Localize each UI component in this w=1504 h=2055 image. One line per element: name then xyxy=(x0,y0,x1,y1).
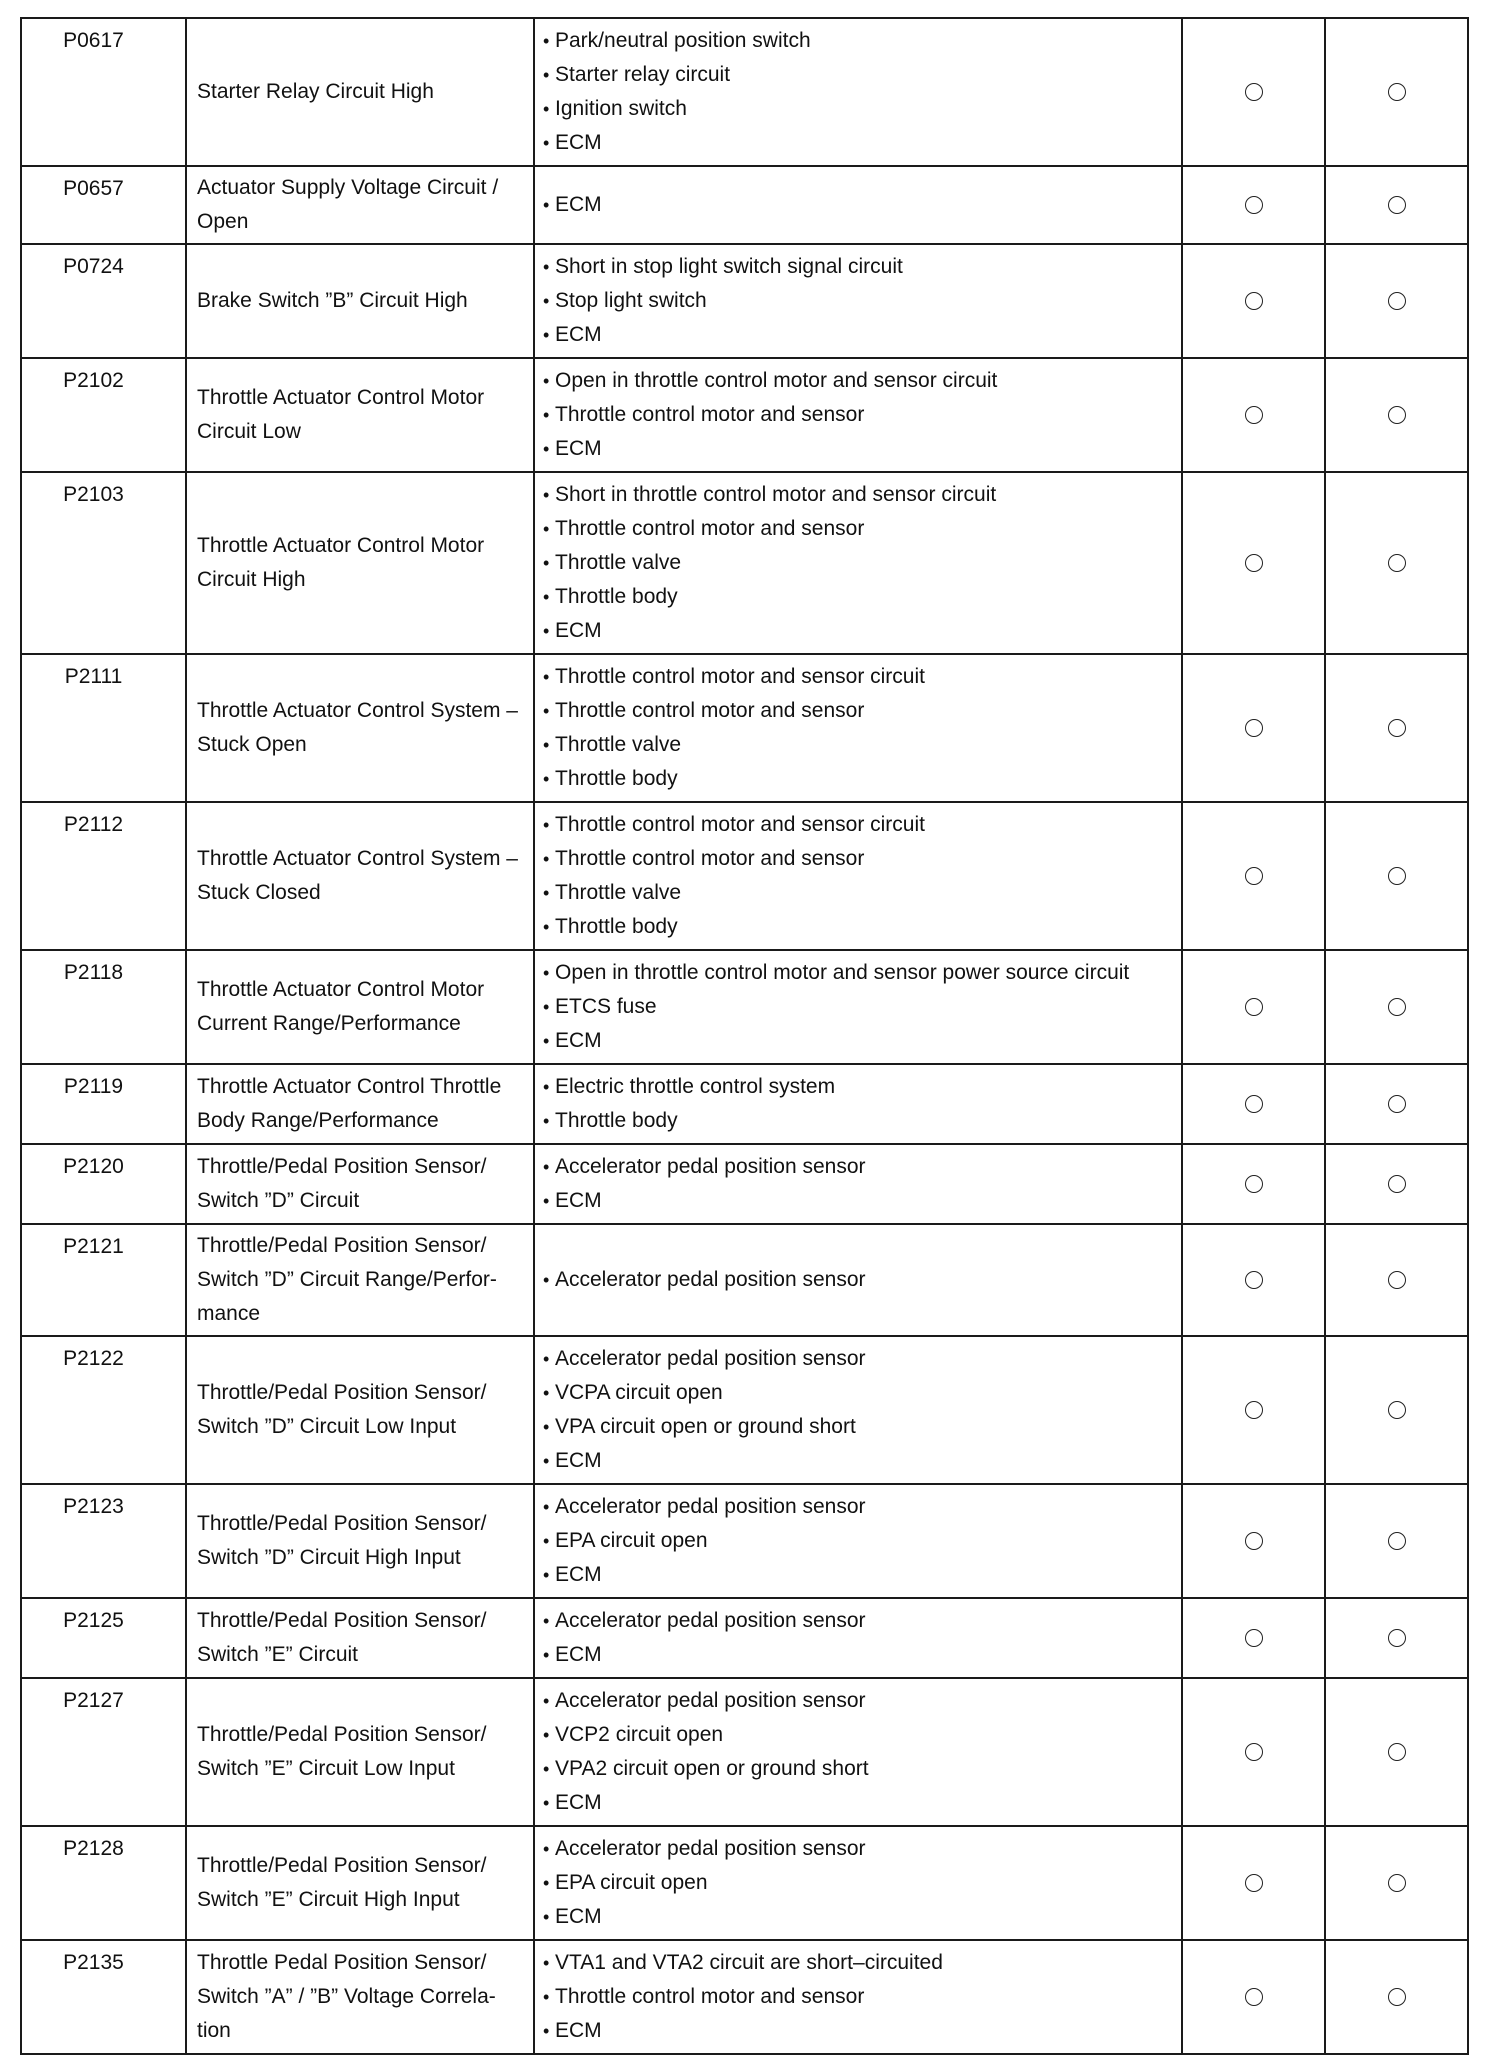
trouble-area-text: Electric throttle control system xyxy=(555,1075,836,1098)
trouble-area-list xyxy=(534,1940,1182,2054)
trouble-area-item xyxy=(543,910,1173,944)
dtc-code: P0657 xyxy=(21,166,186,244)
circle-mark-icon xyxy=(1245,292,1263,310)
memory-cell xyxy=(1325,1678,1468,1826)
trouble-area-text: Short in stop light switch signal circuit xyxy=(555,255,903,278)
circle-mark-icon xyxy=(1245,1532,1263,1550)
trouble-area-text: ECM xyxy=(555,1563,602,1586)
trouble-area-item xyxy=(543,1070,1173,1104)
trouble-area-item xyxy=(543,58,1173,92)
bullet-icon: • xyxy=(543,1111,550,1131)
memory-cell xyxy=(1325,166,1468,244)
bullet-icon: • xyxy=(543,1270,550,1290)
trouble-area-text: EPA circuit open xyxy=(555,1529,708,1552)
trouble-area-item xyxy=(543,694,1173,728)
table-row xyxy=(21,1598,1468,1678)
trouble-area-text: Short in throttle control motor and sensor circuit xyxy=(555,483,997,506)
detection-item: Brake Switch ”B” Circuit High xyxy=(186,244,534,358)
detection-item: Starter Relay Circuit High xyxy=(186,18,534,166)
trouble-area-item xyxy=(543,614,1173,648)
circle-mark-icon xyxy=(1245,1743,1263,1761)
dtc-code: P2111 xyxy=(21,654,186,802)
trouble-area-item xyxy=(543,24,1173,58)
table-row xyxy=(21,1064,1468,1144)
memory-cell xyxy=(1325,1826,1468,1940)
bullet-icon: • xyxy=(543,667,550,687)
bullet-icon: • xyxy=(543,2021,550,2041)
bullet-icon: • xyxy=(543,1725,550,1745)
trouble-area-item xyxy=(543,318,1173,352)
mil-cell xyxy=(1182,1144,1325,1224)
trouble-area-text: Starter relay circuit xyxy=(555,63,731,86)
table-row xyxy=(21,166,1468,244)
trouble-area-item xyxy=(543,1980,1173,2014)
memory-cell xyxy=(1325,654,1468,802)
trouble-area-item xyxy=(543,2014,1173,2048)
dtc-code: P2120 xyxy=(21,1144,186,1224)
trouble-area-text: ETCS fuse xyxy=(555,995,657,1018)
detection-item: Throttle Actuator Control Motor Circuit High xyxy=(186,472,534,654)
bullet-icon: • xyxy=(543,1077,550,1097)
trouble-area-item xyxy=(543,1184,1173,1218)
dtc-code: P2127 xyxy=(21,1678,186,1826)
table-row xyxy=(21,1678,1468,1826)
bullet-icon: • xyxy=(543,849,550,869)
circle-mark-icon xyxy=(1245,1095,1263,1113)
trouble-area-list xyxy=(534,166,1182,244)
trouble-area-item xyxy=(543,1638,1173,1672)
trouble-area-list xyxy=(534,472,1182,654)
trouble-area-item xyxy=(543,432,1173,466)
mil-cell xyxy=(1182,1064,1325,1144)
trouble-area-item xyxy=(543,1490,1173,1524)
bullet-icon: • xyxy=(543,917,550,937)
trouble-area-item xyxy=(543,250,1173,284)
trouble-area-item xyxy=(543,1752,1173,1786)
trouble-area-text: Throttle control motor and sensor circuit xyxy=(555,813,925,836)
mil-cell xyxy=(1182,1598,1325,1678)
table-row xyxy=(21,1940,1468,2054)
circle-mark-icon xyxy=(1245,1874,1263,1892)
mil-cell xyxy=(1182,18,1325,166)
circle-mark-icon xyxy=(1388,406,1406,424)
trouble-area-text: Throttle body xyxy=(555,915,678,938)
table-row xyxy=(21,1224,1468,1336)
detection-item: Throttle/Pedal Position Sensor/ Switch ”E” Circuit xyxy=(186,1598,534,1678)
trouble-area-item xyxy=(543,1832,1173,1866)
circle-mark-icon xyxy=(1388,1532,1406,1550)
trouble-area-text: Accelerator pedal position sensor xyxy=(555,1837,866,1860)
trouble-area-text: Throttle valve xyxy=(555,733,682,756)
table-row xyxy=(21,1826,1468,1940)
trouble-area-list xyxy=(534,950,1182,1064)
circle-mark-icon xyxy=(1388,1988,1406,2006)
table-row xyxy=(21,802,1468,950)
trouble-area-list xyxy=(534,358,1182,472)
circle-mark-icon xyxy=(1245,1629,1263,1647)
trouble-area-text: Throttle control motor and sensor circuit xyxy=(555,665,925,688)
trouble-area-text: ECM xyxy=(555,2019,602,2042)
bullet-icon: • xyxy=(543,1383,550,1403)
dtc-code: P2103 xyxy=(21,472,186,654)
bullet-icon: • xyxy=(543,1417,550,1437)
trouble-area-text: Accelerator pedal position sensor xyxy=(555,1495,866,1518)
dtc-code: P0617 xyxy=(21,18,186,166)
bullet-icon: • xyxy=(543,65,550,85)
trouble-area-text: VCPA circuit open xyxy=(555,1381,723,1404)
circle-mark-icon xyxy=(1245,196,1263,214)
circle-mark-icon xyxy=(1388,1874,1406,1892)
trouble-area-item xyxy=(543,1946,1173,1980)
detection-item: Throttle Pedal Position Sensor/ Switch ”A” / ”B” Voltage Correla- tion xyxy=(186,1940,534,2054)
trouble-area-item xyxy=(543,398,1173,432)
trouble-area-list xyxy=(534,1336,1182,1484)
trouble-area-item xyxy=(543,1786,1173,1820)
bullet-icon: • xyxy=(543,1759,550,1779)
bullet-icon: • xyxy=(543,815,550,835)
bullet-icon: • xyxy=(543,371,550,391)
trouble-area-text: Throttle control motor and sensor xyxy=(555,1985,865,2008)
trouble-area-text: Ignition switch xyxy=(555,97,687,120)
trouble-area-text: Open in throttle control motor and sensor power source circuit xyxy=(555,961,1130,984)
table-row xyxy=(21,358,1468,472)
circle-mark-icon xyxy=(1245,867,1263,885)
trouble-area-text: Throttle control motor and sensor xyxy=(555,517,865,540)
mil-cell xyxy=(1182,1678,1325,1826)
trouble-area-item xyxy=(543,188,1173,222)
circle-mark-icon xyxy=(1388,1401,1406,1419)
trouble-area-text: Park/neutral position switch xyxy=(555,29,811,52)
trouble-area-text: ECM xyxy=(555,1905,602,1928)
trouble-area-list xyxy=(534,244,1182,358)
trouble-area-item xyxy=(543,1104,1173,1138)
circle-mark-icon xyxy=(1245,1175,1263,1193)
circle-mark-icon xyxy=(1388,1175,1406,1193)
bullet-icon: • xyxy=(543,1497,550,1517)
detection-item: Throttle Actuator Control Motor Circuit Low xyxy=(186,358,534,472)
detection-item: Throttle/Pedal Position Sensor/ Switch ”E” Circuit Low Input xyxy=(186,1678,534,1826)
trouble-area-item xyxy=(543,808,1173,842)
trouble-area-item xyxy=(543,512,1173,546)
trouble-area-list xyxy=(534,1064,1182,1144)
dtc-code: P2128 xyxy=(21,1826,186,1940)
circle-mark-icon xyxy=(1388,998,1406,1016)
dtc-code: P2123 xyxy=(21,1484,186,1598)
mil-cell xyxy=(1182,950,1325,1064)
table-row xyxy=(21,950,1468,1064)
mil-cell xyxy=(1182,472,1325,654)
detection-item: Throttle/Pedal Position Sensor/ Switch ”D” Circuit Low Input xyxy=(186,1336,534,1484)
mil-cell xyxy=(1182,244,1325,358)
circle-mark-icon xyxy=(1388,1629,1406,1647)
dtc-code: P2112 xyxy=(21,802,186,950)
memory-cell xyxy=(1325,1598,1468,1678)
trouble-area-text: Throttle body xyxy=(555,767,678,790)
trouble-area-text: VPA2 circuit open or ground short xyxy=(555,1757,869,1780)
bullet-icon: • xyxy=(543,99,550,119)
trouble-area-item xyxy=(543,1263,1173,1297)
trouble-area-item xyxy=(543,1684,1173,1718)
circle-mark-icon xyxy=(1245,554,1263,572)
mil-cell xyxy=(1182,802,1325,950)
bullet-icon: • xyxy=(543,439,550,459)
bullet-icon: • xyxy=(543,519,550,539)
bullet-icon: • xyxy=(543,1451,550,1471)
trouble-area-text: Throttle control motor and sensor xyxy=(555,699,865,722)
circle-mark-icon xyxy=(1388,83,1406,101)
trouble-area-item xyxy=(543,1024,1173,1058)
trouble-area-text: Accelerator pedal position sensor xyxy=(555,1609,866,1632)
trouble-area-item xyxy=(543,1558,1173,1592)
circle-mark-icon xyxy=(1388,196,1406,214)
memory-cell xyxy=(1325,18,1468,166)
trouble-area-item xyxy=(543,92,1173,126)
memory-cell xyxy=(1325,1224,1468,1336)
trouble-area-text: VTA1 and VTA2 circuit are short–circuited xyxy=(555,1951,943,1974)
dtc-code: P2121 xyxy=(21,1224,186,1336)
circle-mark-icon xyxy=(1388,554,1406,572)
trouble-area-text: Throttle valve xyxy=(555,881,682,904)
dtc-table xyxy=(20,17,1469,2055)
bullet-icon: • xyxy=(543,133,550,153)
table-row xyxy=(21,1484,1468,1598)
circle-mark-icon xyxy=(1388,1095,1406,1113)
trouble-area-list xyxy=(534,802,1182,950)
bullet-icon: • xyxy=(543,701,550,721)
mil-cell xyxy=(1182,654,1325,802)
bullet-icon: • xyxy=(543,1793,550,1813)
trouble-area-list xyxy=(534,1144,1182,1224)
trouble-area-text: Throttle body xyxy=(555,585,678,608)
dtc-code: P2125 xyxy=(21,1598,186,1678)
trouble-area-item xyxy=(543,1900,1173,1934)
circle-mark-icon xyxy=(1245,1401,1263,1419)
trouble-area-item xyxy=(543,580,1173,614)
trouble-area-text: Throttle body xyxy=(555,1109,678,1132)
trouble-area-text: ECM xyxy=(555,1189,602,1212)
dtc-code: P0724 xyxy=(21,244,186,358)
trouble-area-text: Throttle valve xyxy=(555,551,682,574)
bullet-icon: • xyxy=(543,883,550,903)
dtc-code: P2118 xyxy=(21,950,186,1064)
bullet-icon: • xyxy=(543,257,550,277)
trouble-area-item xyxy=(543,1376,1173,1410)
trouble-area-item xyxy=(543,1150,1173,1184)
memory-cell xyxy=(1325,1064,1468,1144)
mil-cell xyxy=(1182,358,1325,472)
detection-item: Throttle Actuator Control Motor Current Range/Performance xyxy=(186,950,534,1064)
circle-mark-icon xyxy=(1245,83,1263,101)
bullet-icon: • xyxy=(543,1531,550,1551)
bullet-icon: • xyxy=(543,769,550,789)
trouble-area-text: ECM xyxy=(555,1791,602,1814)
circle-mark-icon xyxy=(1245,406,1263,424)
trouble-area-text: VPA circuit open or ground short xyxy=(555,1415,856,1438)
detection-item: Throttle Actuator Control Throttle Body Range/Performance xyxy=(186,1064,534,1144)
trouble-area-item xyxy=(543,842,1173,876)
dtc-code: P2122 xyxy=(21,1336,186,1484)
mil-cell xyxy=(1182,1826,1325,1940)
bullet-icon: • xyxy=(543,553,550,573)
memory-cell xyxy=(1325,1336,1468,1484)
memory-cell xyxy=(1325,358,1468,472)
table-row xyxy=(21,244,1468,358)
trouble-area-item xyxy=(543,1410,1173,1444)
memory-cell xyxy=(1325,244,1468,358)
bullet-icon: • xyxy=(543,1191,550,1211)
trouble-area-item xyxy=(543,1524,1173,1558)
trouble-area-item xyxy=(543,990,1173,1024)
circle-mark-icon xyxy=(1245,719,1263,737)
circle-mark-icon xyxy=(1388,1271,1406,1289)
bullet-icon: • xyxy=(543,1157,550,1177)
bullet-icon: • xyxy=(543,291,550,311)
trouble-area-text: ECM xyxy=(555,1643,602,1666)
trouble-area-text: Accelerator pedal position sensor xyxy=(555,1347,866,1370)
circle-mark-icon xyxy=(1388,292,1406,310)
trouble-area-item xyxy=(543,660,1173,694)
bullet-icon: • xyxy=(543,735,550,755)
bullet-icon: • xyxy=(543,1031,550,1051)
detection-item: Throttle/Pedal Position Sensor/ Switch ”E” Circuit High Input xyxy=(186,1826,534,1940)
dtc-code: P2119 xyxy=(21,1064,186,1144)
trouble-area-list xyxy=(534,654,1182,802)
detection-item: Throttle/Pedal Position Sensor/ Switch ”D” Circuit High Input xyxy=(186,1484,534,1598)
trouble-area-text: ECM xyxy=(555,1029,602,1052)
table-row xyxy=(21,18,1468,166)
circle-mark-icon xyxy=(1245,998,1263,1016)
memory-cell xyxy=(1325,1144,1468,1224)
trouble-area-item xyxy=(543,364,1173,398)
memory-cell xyxy=(1325,1484,1468,1598)
bullet-icon: • xyxy=(543,31,550,51)
bullet-icon: • xyxy=(543,1565,550,1585)
table-row xyxy=(21,654,1468,802)
trouble-area-list xyxy=(534,1678,1182,1826)
trouble-area-text: ECM xyxy=(555,619,602,642)
table-row xyxy=(21,1144,1468,1224)
memory-cell xyxy=(1325,950,1468,1064)
mil-cell xyxy=(1182,1224,1325,1336)
trouble-area-item xyxy=(543,1718,1173,1752)
detection-item: Throttle Actuator Control System – Stuck Closed xyxy=(186,802,534,950)
bullet-icon: • xyxy=(543,325,550,345)
trouble-area-text: Accelerator pedal position sensor xyxy=(555,1689,866,1712)
bullet-icon: • xyxy=(543,1691,550,1711)
trouble-area-list xyxy=(534,1826,1182,1940)
trouble-area-list xyxy=(534,1484,1182,1598)
trouble-area-item xyxy=(543,728,1173,762)
bullet-icon: • xyxy=(543,485,550,505)
mil-cell xyxy=(1182,166,1325,244)
memory-cell xyxy=(1325,472,1468,654)
trouble-area-text: ECM xyxy=(555,193,602,216)
trouble-area-text: Throttle control motor and sensor xyxy=(555,847,865,870)
mil-cell xyxy=(1182,1336,1325,1484)
detection-item: Throttle Actuator Control System – Stuck Open xyxy=(186,654,534,802)
trouble-area-item xyxy=(543,1444,1173,1478)
trouble-area-item xyxy=(543,956,1173,990)
trouble-area-text: VCP2 circuit open xyxy=(555,1723,724,1746)
circle-mark-icon xyxy=(1245,1271,1263,1289)
trouble-area-text: ECM xyxy=(555,131,602,154)
trouble-area-list xyxy=(534,1224,1182,1336)
memory-cell xyxy=(1325,1940,1468,2054)
bullet-icon: • xyxy=(543,997,550,1017)
trouble-area-item xyxy=(543,284,1173,318)
detection-item: Actuator Supply Voltage Circuit / Open xyxy=(186,166,534,244)
trouble-area-text: Throttle control motor and sensor xyxy=(555,403,865,426)
bullet-icon: • xyxy=(543,1349,550,1369)
bullet-icon: • xyxy=(543,1645,550,1665)
trouble-area-text: EPA circuit open xyxy=(555,1871,708,1894)
table-row xyxy=(21,472,1468,654)
trouble-area-text: Open in throttle control motor and sensor circuit xyxy=(555,369,998,392)
memory-cell xyxy=(1325,802,1468,950)
trouble-area-item xyxy=(543,1342,1173,1376)
detection-item: Throttle/Pedal Position Sensor/ Switch ”D” Circuit xyxy=(186,1144,534,1224)
bullet-icon: • xyxy=(543,195,550,215)
detection-item: Throttle/Pedal Position Sensor/ Switch ”D” Circuit Range/Perfor- mance xyxy=(186,1224,534,1336)
trouble-area-item xyxy=(543,546,1173,580)
dtc-table-body xyxy=(21,18,1468,2054)
trouble-area-list xyxy=(534,18,1182,166)
circle-mark-icon xyxy=(1388,867,1406,885)
bullet-icon: • xyxy=(543,1987,550,2007)
trouble-area-text: ECM xyxy=(555,1449,602,1472)
bullet-icon: • xyxy=(543,1873,550,1893)
mil-cell xyxy=(1182,1484,1325,1598)
bullet-icon: • xyxy=(543,963,550,983)
trouble-area-text: ECM xyxy=(555,437,602,460)
mil-cell xyxy=(1182,1940,1325,2054)
trouble-area-item xyxy=(543,126,1173,160)
trouble-area-text: Accelerator pedal position sensor xyxy=(555,1155,866,1178)
trouble-area-item xyxy=(543,1866,1173,1900)
dtc-code: P2135 xyxy=(21,1940,186,2054)
trouble-area-item xyxy=(543,478,1173,512)
bullet-icon: • xyxy=(543,587,550,607)
trouble-area-text: ECM xyxy=(555,323,602,346)
trouble-area-text: Accelerator pedal position sensor xyxy=(555,1268,866,1291)
circle-mark-icon xyxy=(1388,719,1406,737)
bullet-icon: • xyxy=(543,1611,550,1631)
trouble-area-item xyxy=(543,876,1173,910)
circle-mark-icon xyxy=(1245,1988,1263,2006)
bullet-icon: • xyxy=(543,621,550,641)
bullet-icon: • xyxy=(543,405,550,425)
trouble-area-item xyxy=(543,1604,1173,1638)
trouble-area-item xyxy=(543,762,1173,796)
circle-mark-icon xyxy=(1388,1743,1406,1761)
bullet-icon: • xyxy=(543,1953,550,1973)
bullet-icon: • xyxy=(543,1839,550,1859)
bullet-icon: • xyxy=(543,1907,550,1927)
trouble-area-list xyxy=(534,1598,1182,1678)
table-row xyxy=(21,1336,1468,1484)
trouble-area-text: Stop light switch xyxy=(555,289,707,312)
dtc-code: P2102 xyxy=(21,358,186,472)
